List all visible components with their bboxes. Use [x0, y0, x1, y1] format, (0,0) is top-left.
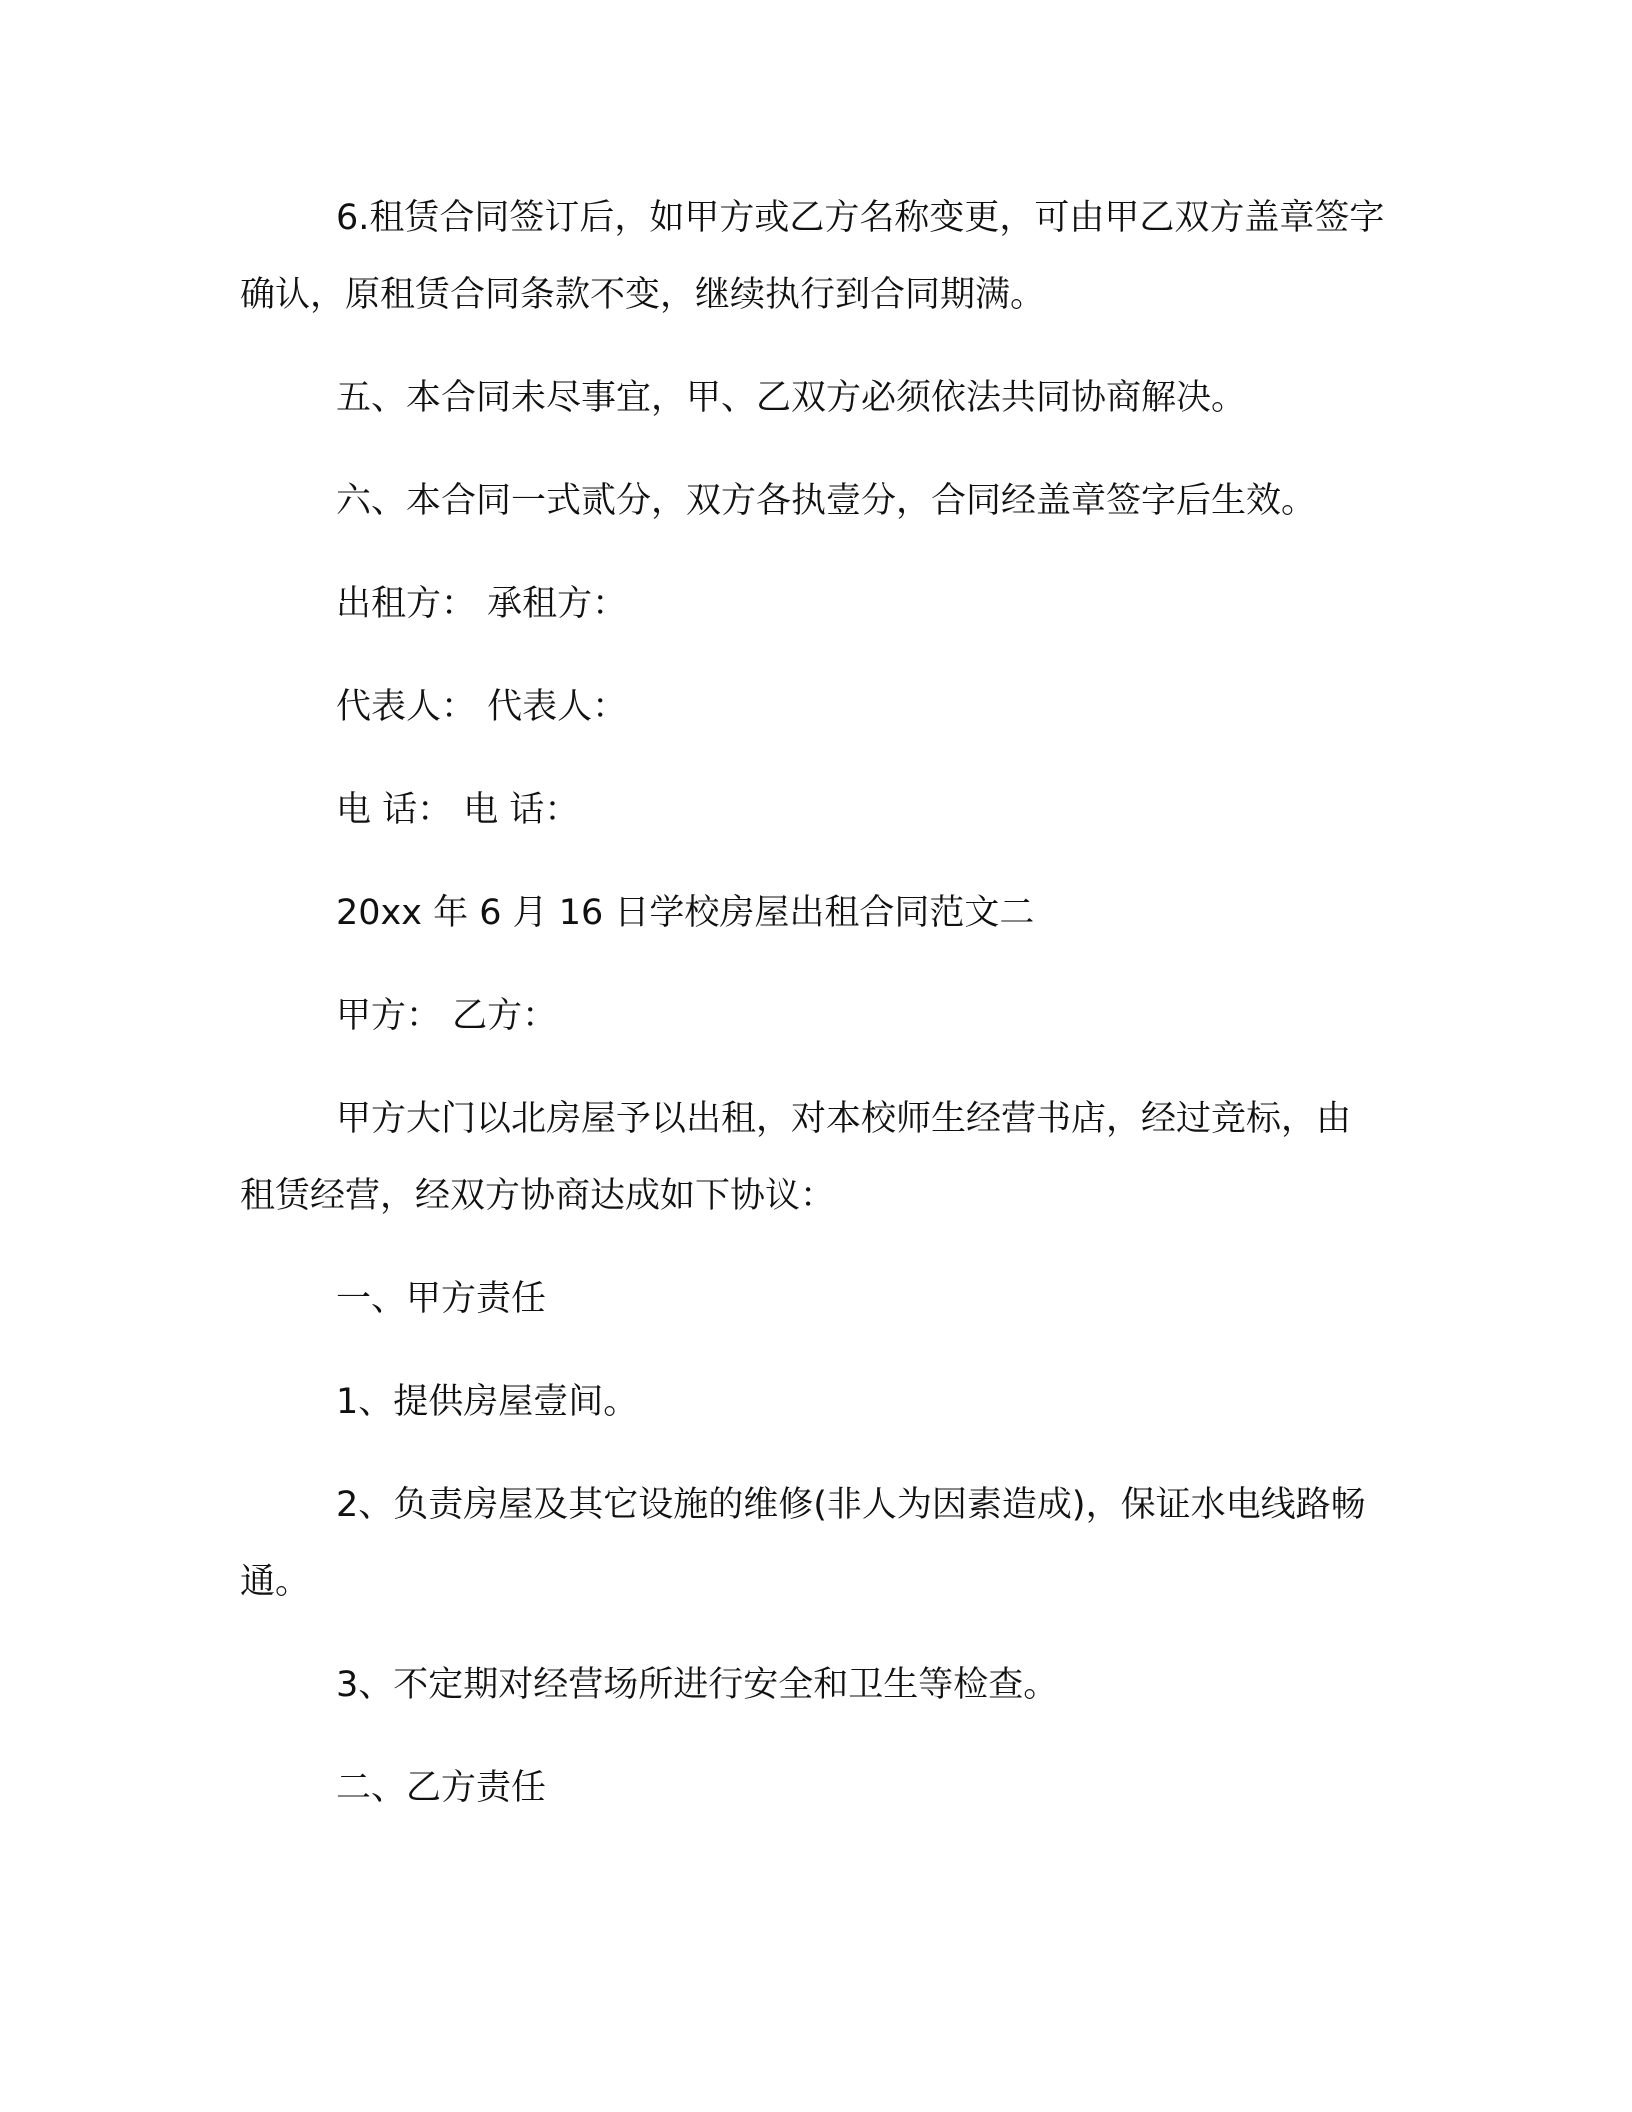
paragraph-clause-six: 六、本合同一式贰分，双方各执壹分，合同经盖章签字后生效。: [336, 481, 1317, 521]
signature-representatives: 代表人： 代表人：: [336, 687, 628, 727]
duty-item-3: 3、不定期对经营场所进行安全和卫生等检查。: [336, 1665, 1059, 1705]
signature-lessor-lessee: 出租方： 承租方：: [336, 584, 628, 624]
parties-line: 甲方： 乙方：: [336, 996, 558, 1036]
paragraph-clause-five: 五、本合同未尽事宜，甲、乙双方必须依法共同协商解决。: [336, 378, 1247, 418]
paragraph-clause-6: 6.租赁合同签订后，如甲方或乙方名称变更，可由甲乙双方盖章签字确认，原租赁合同条款不变，继续执行到合同期满。: [240, 198, 1385, 315]
document-body: [240, 180, 1385, 1853]
signature-phones: 电 话： 电 话：: [336, 790, 580, 830]
heading-party-a-duties: 一、甲方责任: [336, 1279, 547, 1319]
duty-item-1: 1、提供房屋壹间。: [336, 1382, 639, 1422]
heading-party-b-duties: 二、乙方责任: [336, 1768, 547, 1808]
paragraph-intro: 甲方大门以北房屋予以出租，对本校师生经营书店，经过竞标，由 租赁经营，经双方协商达成如下协议：: [240, 1099, 1363, 1216]
date-and-section-title: 20xx 年 6 月 16 日学校房屋出租合同范文二: [336, 893, 1035, 933]
duty-item-2: 2、负责房屋及其它设施的维修(非人为因素造成)，保证水电线路畅通。: [240, 1485, 1366, 1602]
